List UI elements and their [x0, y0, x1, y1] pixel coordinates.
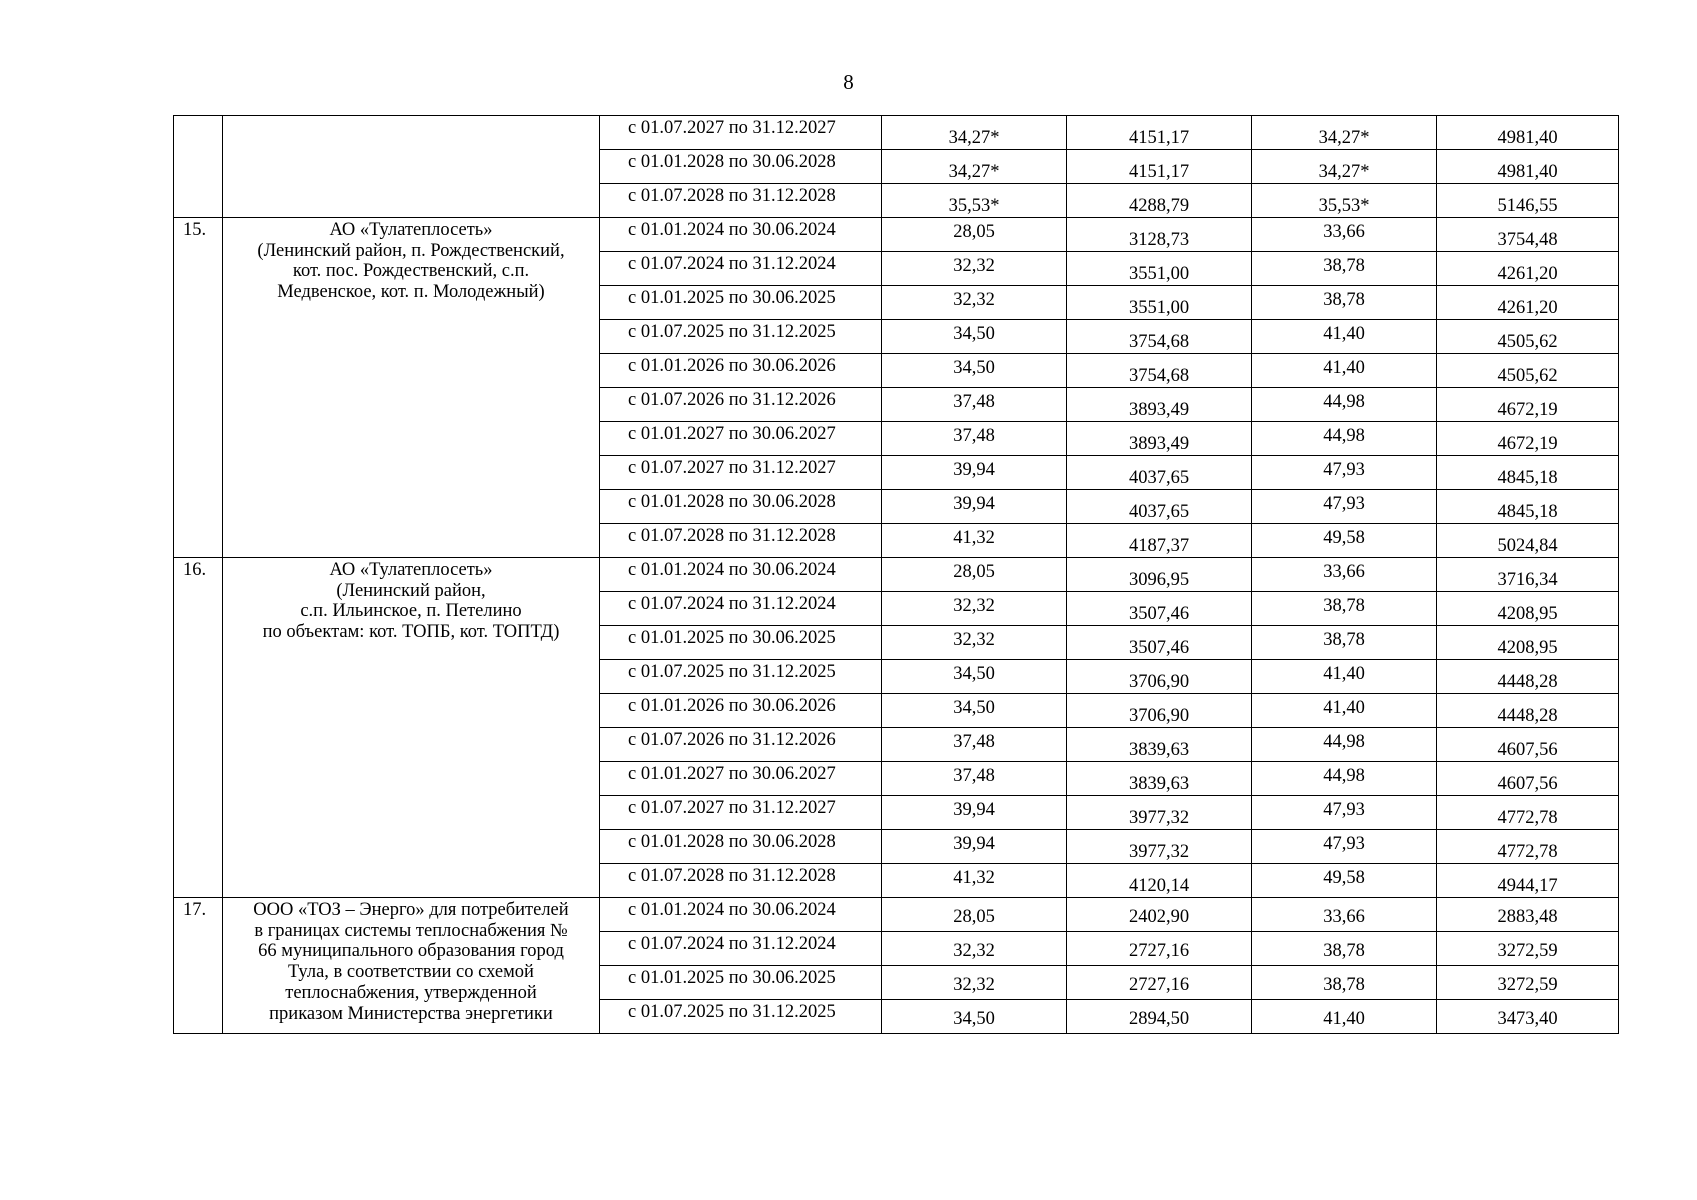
value-cell-v4: 3754,48 — [1437, 218, 1619, 252]
value-cell-v3: 41,40 — [1252, 694, 1437, 728]
value-cell-v4: 4505,62 — [1437, 354, 1619, 388]
value-cell-v2: 3754,68 — [1067, 354, 1252, 388]
value-cell-v4: 4261,20 — [1437, 286, 1619, 320]
value-cell-v2: 4187,37 — [1067, 524, 1252, 558]
value-cell-v3: 47,93 — [1252, 456, 1437, 490]
value-cell-v2: 3551,00 — [1067, 252, 1252, 286]
value-cell-v1: 34,27* — [882, 150, 1067, 184]
period-cell: с 01.07.2024 по 31.12.2024 — [600, 252, 882, 286]
period-cell: с 01.07.2025 по 31.12.2025 — [600, 660, 882, 694]
organization-line: АО «Тулатеплосеть» — [329, 560, 493, 580]
period-cell: с 01.07.2025 по 31.12.2025 — [600, 1000, 882, 1034]
value-cell-v2: 4037,65 — [1067, 456, 1252, 490]
value-cell-v1: 32,32 — [882, 592, 1067, 626]
organization-cell — [223, 898, 600, 1034]
value-cell-v4: 5024,84 — [1437, 524, 1619, 558]
period-cell: с 01.01.2024 по 30.06.2024 — [600, 898, 882, 932]
value-cell-v4: 4672,19 — [1437, 422, 1619, 456]
organization-line: АО «Тулатеплосеть» — [329, 220, 493, 240]
value-cell-v4: 4845,18 — [1437, 490, 1619, 524]
value-cell-v3: 38,78 — [1252, 966, 1437, 1000]
value-cell-v2: 3977,32 — [1067, 830, 1252, 864]
value-cell-v1: 39,94 — [882, 796, 1067, 830]
organization-line: 66 муниципального образования город — [258, 941, 564, 962]
row-number-cell — [174, 116, 223, 218]
value-cell-v2: 3706,90 — [1067, 694, 1252, 728]
value-cell-v1: 34,50 — [882, 354, 1067, 388]
organization-line: (Ленинский район, — [336, 580, 486, 601]
value-cell-v1: 32,32 — [882, 626, 1067, 660]
value-cell-v3: 44,98 — [1252, 762, 1437, 796]
value-cell-v3: 35,53* — [1252, 184, 1437, 218]
value-cell-v3: 38,78 — [1252, 592, 1437, 626]
value-cell-v4: 3272,59 — [1437, 966, 1619, 1000]
value-cell-v3: 38,78 — [1252, 626, 1437, 660]
period-cell: с 01.07.2024 по 31.12.2024 — [600, 932, 882, 966]
period-cell: с 01.07.2027 по 31.12.2027 — [600, 116, 882, 150]
value-cell-v3: 33,66 — [1252, 218, 1437, 252]
value-cell-v1: 34,27* — [882, 116, 1067, 150]
value-cell-v1: 32,32 — [882, 252, 1067, 286]
value-cell-v2: 3128,73 — [1067, 218, 1252, 252]
period-cell: с 01.07.2027 по 31.12.2027 — [600, 456, 882, 490]
value-cell-v3: 41,40 — [1252, 660, 1437, 694]
tariff-table — [173, 115, 1619, 1034]
value-cell-v2: 3507,46 — [1067, 626, 1252, 660]
value-cell-v4: 3473,40 — [1437, 1000, 1619, 1034]
value-cell-v2: 2727,16 — [1067, 966, 1252, 1000]
value-cell-v1: 39,94 — [882, 490, 1067, 524]
value-cell-v2: 2894,50 — [1067, 1000, 1252, 1034]
period-cell: с 01.01.2028 по 30.06.2028 — [600, 830, 882, 864]
organization-line: кот. пос. Рождественский, с.п. — [292, 261, 530, 282]
value-cell-v1: 28,05 — [882, 898, 1067, 932]
value-cell-v3: 44,98 — [1252, 422, 1437, 456]
organization-cell — [223, 218, 600, 558]
value-cell-v3: 49,58 — [1252, 864, 1437, 898]
value-cell-v4: 5146,55 — [1437, 184, 1619, 218]
value-cell-v4: 4981,40 — [1437, 116, 1619, 150]
value-cell-v3: 47,93 — [1252, 830, 1437, 864]
value-cell-v3: 47,93 — [1252, 490, 1437, 524]
value-cell-v3: 38,78 — [1252, 932, 1437, 966]
organization-cell — [223, 116, 600, 218]
value-cell-v4: 4448,28 — [1437, 660, 1619, 694]
value-cell-v4: 4772,78 — [1437, 796, 1619, 830]
organization-line: Тула, в соответствии со схемой — [288, 962, 534, 983]
value-cell-v1: 41,32 — [882, 864, 1067, 898]
value-cell-v3: 38,78 — [1252, 252, 1437, 286]
row-number-cell: 15. — [174, 218, 223, 558]
period-cell: с 01.07.2028 по 31.12.2028 — [600, 184, 882, 218]
value-cell-v3: 41,40 — [1252, 1000, 1437, 1034]
period-cell: с 01.01.2026 по 30.06.2026 — [600, 694, 882, 728]
value-cell-v1: 28,05 — [882, 218, 1067, 252]
value-cell-v2: 4037,65 — [1067, 490, 1252, 524]
value-cell-v2: 4151,17 — [1067, 150, 1252, 184]
organization-line: приказом Министерства энергетики — [269, 1003, 553, 1024]
value-cell-v1: 32,32 — [882, 932, 1067, 966]
value-cell-v4: 4981,40 — [1437, 150, 1619, 184]
page-number: 8 — [843, 70, 854, 94]
value-cell-v1: 39,94 — [882, 830, 1067, 864]
value-cell-v2: 2727,16 — [1067, 932, 1252, 966]
table-row — [174, 116, 1619, 150]
value-cell-v1: 32,32 — [882, 966, 1067, 1000]
table-row — [174, 558, 1619, 592]
value-cell-v4: 4772,78 — [1437, 830, 1619, 864]
period-cell: с 01.07.2025 по 31.12.2025 — [600, 320, 882, 354]
value-cell-v1: 39,94 — [882, 456, 1067, 490]
value-cell-v4: 4672,19 — [1437, 388, 1619, 422]
value-cell-v1: 37,48 — [882, 388, 1067, 422]
value-cell-v1: 37,48 — [882, 762, 1067, 796]
period-cell: с 01.01.2025 по 30.06.2025 — [600, 286, 882, 320]
value-cell-v1: 34,50 — [882, 320, 1067, 354]
value-cell-v2: 3893,49 — [1067, 388, 1252, 422]
organization-line: с.п. Ильинское, п. Петелино — [300, 601, 522, 622]
period-cell: с 01.01.2025 по 30.06.2025 — [600, 626, 882, 660]
organization-line: Медвенское, кот. п. Молодежный) — [277, 282, 545, 303]
period-cell: с 01.01.2028 по 30.06.2028 — [600, 150, 882, 184]
row-number-cell: 17. — [174, 898, 223, 1034]
value-cell-v4: 4208,95 — [1437, 626, 1619, 660]
period-cell: с 01.01.2027 по 30.06.2027 — [600, 762, 882, 796]
value-cell-v4: 4944,17 — [1437, 864, 1619, 898]
value-cell-v4: 4607,56 — [1437, 728, 1619, 762]
value-cell-v4: 4448,28 — [1437, 694, 1619, 728]
value-cell-v4: 4261,20 — [1437, 252, 1619, 286]
value-cell-v1: 34,50 — [882, 694, 1067, 728]
period-cell: с 01.01.2027 по 30.06.2027 — [600, 422, 882, 456]
value-cell-v1: 28,05 — [882, 558, 1067, 592]
period-cell: с 01.07.2024 по 31.12.2024 — [600, 592, 882, 626]
value-cell-v1: 34,50 — [882, 1000, 1067, 1034]
value-cell-v2: 3839,63 — [1067, 762, 1252, 796]
value-cell-v2: 4120,14 — [1067, 864, 1252, 898]
period-cell: с 01.07.2026 по 31.12.2026 — [600, 728, 882, 762]
value-cell-v2: 3839,63 — [1067, 728, 1252, 762]
value-cell-v1: 34,50 — [882, 660, 1067, 694]
value-cell-v1: 41,32 — [882, 524, 1067, 558]
period-cell: с 01.01.2026 по 30.06.2026 — [600, 354, 882, 388]
value-cell-v3: 44,98 — [1252, 388, 1437, 422]
period-cell: с 01.01.2025 по 30.06.2025 — [600, 966, 882, 1000]
value-cell-v3: 34,27* — [1252, 150, 1437, 184]
value-cell-v3: 38,78 — [1252, 286, 1437, 320]
value-cell-v2: 3507,46 — [1067, 592, 1252, 626]
value-cell-v2: 3754,68 — [1067, 320, 1252, 354]
value-cell-v4: 3272,59 — [1437, 932, 1619, 966]
value-cell-v3: 44,98 — [1252, 728, 1437, 762]
period-cell: с 01.07.2028 по 31.12.2028 — [600, 864, 882, 898]
table-row — [174, 898, 1619, 932]
value-cell-v2: 3977,32 — [1067, 796, 1252, 830]
organization-line: по объектам: кот. ТОПБ, кот. ТОПТД) — [262, 622, 560, 643]
value-cell-v2: 4288,79 — [1067, 184, 1252, 218]
organization-line: ООО «ТОЗ – Энерго» для потребителей — [253, 900, 569, 920]
value-cell-v1: 37,48 — [882, 728, 1067, 762]
organization-line: (Ленинский район, п. Рождественский, — [257, 240, 565, 261]
period-cell: с 01.01.2024 по 30.06.2024 — [600, 218, 882, 252]
value-cell-v4: 3716,34 — [1437, 558, 1619, 592]
organization-line: в границах системы теплоснабжения № — [254, 920, 568, 941]
value-cell-v2: 3706,90 — [1067, 660, 1252, 694]
value-cell-v1: 35,53* — [882, 184, 1067, 218]
period-cell: с 01.01.2024 по 30.06.2024 — [600, 558, 882, 592]
organization-line: теплоснабжения, утвержденной — [285, 982, 537, 1003]
value-cell-v4: 4208,95 — [1437, 592, 1619, 626]
period-cell: с 01.07.2028 по 31.12.2028 — [600, 524, 882, 558]
value-cell-v1: 37,48 — [882, 422, 1067, 456]
value-cell-v3: 47,93 — [1252, 796, 1437, 830]
value-cell-v2: 3096,95 — [1067, 558, 1252, 592]
value-cell-v4: 4607,56 — [1437, 762, 1619, 796]
value-cell-v2: 3551,00 — [1067, 286, 1252, 320]
period-cell: с 01.01.2028 по 30.06.2028 — [600, 490, 882, 524]
value-cell-v2: 3893,49 — [1067, 422, 1252, 456]
value-cell-v3: 41,40 — [1252, 320, 1437, 354]
value-cell-v2: 2402,90 — [1067, 898, 1252, 932]
organization-cell — [223, 558, 600, 898]
value-cell-v3: 41,40 — [1252, 354, 1437, 388]
value-cell-v4: 4845,18 — [1437, 456, 1619, 490]
value-cell-v3: 33,66 — [1252, 898, 1437, 932]
period-cell: с 01.07.2026 по 31.12.2026 — [600, 388, 882, 422]
value-cell-v1: 32,32 — [882, 286, 1067, 320]
value-cell-v3: 34,27* — [1252, 116, 1437, 150]
row-number-cell: 16. — [174, 558, 223, 898]
period-cell: с 01.07.2027 по 31.12.2027 — [600, 796, 882, 830]
table-row — [174, 218, 1619, 252]
value-cell-v4: 2883,48 — [1437, 898, 1619, 932]
value-cell-v4: 4505,62 — [1437, 320, 1619, 354]
value-cell-v2: 4151,17 — [1067, 116, 1252, 150]
value-cell-v3: 49,58 — [1252, 524, 1437, 558]
value-cell-v3: 33,66 — [1252, 558, 1437, 592]
